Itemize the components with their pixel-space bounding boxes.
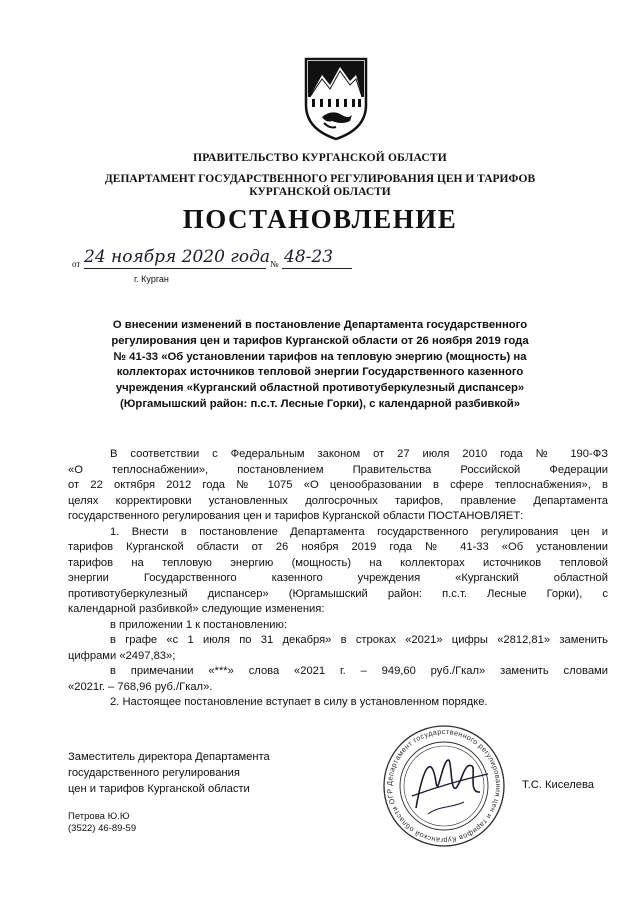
body-line: «О теплоснабжении», постановлением Правительства Российской Федерации <box>68 464 608 476</box>
body-line: 1. Внести в постановление Департамента государственного регулирования цен и <box>110 526 608 538</box>
executor-phone: (3522) 46-89-59 <box>68 823 137 834</box>
government-heading: ПРАВИТЕЛЬСТВО КУРГАНСКОЙ ОБЛАСТИ <box>193 152 447 164</box>
number-label: № <box>270 259 279 269</box>
department-heading-line1: ДЕПАРТАМЕНТ ГОСУДАРСТВЕННОГО РЕГУЛИРОВАНИЯ ЦЕН И ТАРИФОВ <box>104 173 536 185</box>
coat-of-arms-icon <box>302 57 370 141</box>
signer-position-line2: государственного регулирования <box>68 767 240 779</box>
official-stamp <box>372 722 516 850</box>
date-underline <box>84 268 266 269</box>
body-line: тарифов Курганской области от 26 ноября 2019 года № 41-33 «Об установлении <box>68 541 608 553</box>
title-line: коллекторах источников тепловой энергии Государственного казенного <box>116 366 524 379</box>
title-line: учреждения «Курганский областной противотуберкулезный диспансер» <box>115 382 525 395</box>
from-label: от <box>72 259 81 269</box>
body-line: энергии Государственного казенного учреждения «Курганский областной <box>68 572 608 584</box>
document-type-title: ПОСТАНОВЛЕНИЕ <box>182 204 458 234</box>
body-line: «2021г. – 768,96 руб./Гкал». <box>68 681 213 693</box>
body-line: цифрами «2497,83»; <box>68 650 176 662</box>
body-line: целях корректировки установленных долгосрочных тарифов, правление Департамента <box>68 495 608 507</box>
body-line: в примечании «***» слова «2021 г. – 949,60 руб./Гкал» заменить словами <box>110 665 608 677</box>
body-line: тарифов на тепловую энергию (мощность) на коллекторах источников тепловой <box>68 557 608 569</box>
resolution-title <box>72 318 568 413</box>
signer-position-line1: Заместитель директора Департамента <box>68 751 270 763</box>
executor-name: Петрова Ю.Ю <box>68 811 130 822</box>
body-line: календарной разбивкой» следующие изменения: <box>68 603 325 615</box>
body-line: в приложении 1 к постановлению: <box>110 619 288 631</box>
title-line: (Юргамышский район: п.с.т. Лесные Горки), с календарной разбивкой» <box>120 397 520 410</box>
body-line: 2. Настоящее постановление вступает в силу в установленном порядке. <box>110 696 488 708</box>
body-line: от 22 октября 2012 года № 1075 «О ценообразовании в сфере теплоснабжения», в <box>68 479 608 491</box>
city-label: г. Курган <box>134 274 169 284</box>
title-line: № 41-33 «Об установлении тарифов на тепловую энергию (мощность) на <box>113 350 527 363</box>
signer-name: Т.С. Киселева <box>522 779 594 791</box>
date-number-row <box>72 249 372 273</box>
body-line: в графе «с 1 июля по 31 декабря» в строках «2021» цифры «2812,81» заменить <box>110 634 608 646</box>
body-line: противотуберкулезный диспансер» (Юргамышский район: п.с.т. Лесные Горки), с <box>68 588 608 600</box>
number-underline <box>282 268 352 269</box>
body-line: В соответствии с Федеральным законом от 27 июля 2010 года № 190-ФЗ <box>110 448 608 460</box>
body-line: государственного регулирования цен и тарифов Курганской области ПОСТАНОВЛЯЕТ: <box>68 510 524 522</box>
handwritten-number: 48-23 <box>284 247 334 267</box>
title-line: О внесении изменений в постановление Департамента государственного <box>112 319 528 331</box>
handwritten-date: 24 ноября 2020 года <box>84 247 271 267</box>
stamp-text: Департамент государственного регулирования цен и тарифов Курганской области ОГР <box>384 726 504 846</box>
title-line: регулирования цен и тарифов Курганской области от 26 ноября 2019 года <box>111 334 529 347</box>
department-heading-line2: КУРГАНСКОЙ ОБЛАСТИ <box>249 186 391 198</box>
signer-position-line3: цен и тарифов Курганской области <box>68 783 250 795</box>
